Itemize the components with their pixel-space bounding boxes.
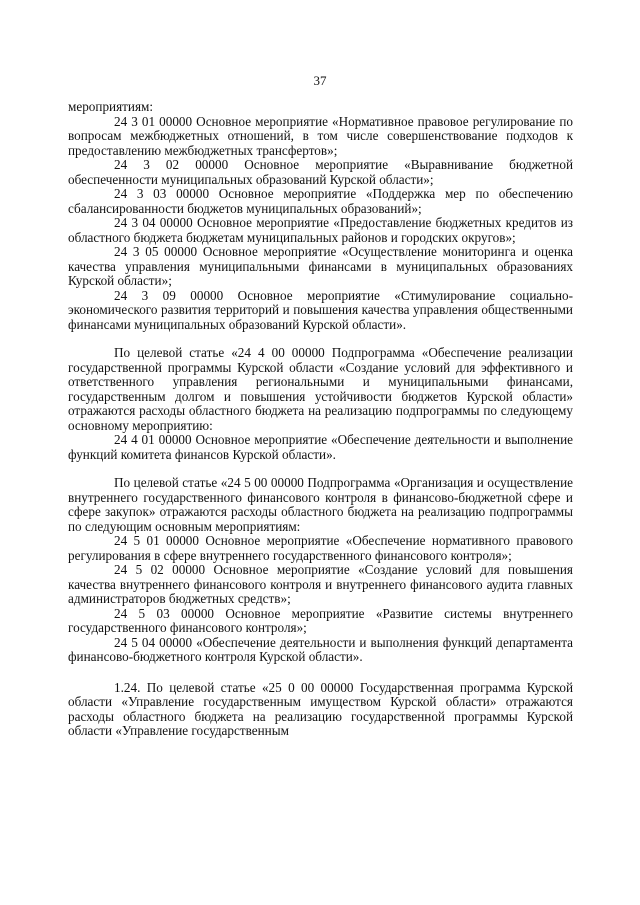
paragraph: 24 3 03 00000 Основное мероприятие «Поддержка мер по обеспечению сбалансированности бюджетов муниципальных образований»; xyxy=(68,186,573,216)
paragraph: 24 3 04 00000 Основное мероприятие «Предоставление бюджетных кредитов из областного бюджета бюджетам муниципальных районов и городских округов»; xyxy=(68,215,573,245)
paragraph: 24 5 03 00000 Основное мероприятие «Развитие системы внутреннего государственного финансового контроля»; xyxy=(68,605,573,635)
paragraph: 24 5 01 00000 Основное мероприятие «Обеспечение нормативного правового регулирования в сфере внутреннего государственного финансового контроля»; xyxy=(68,533,573,563)
paragraph: 24 3 05 00000 Основное мероприятие «Осуществление мониторинга и оценка качества управления муниципальными финансами в муниципальных образованиях Курской области»; xyxy=(68,244,573,288)
paragraph: мероприятиям: xyxy=(68,99,154,114)
paragraph: По целевой статье «24 5 00 00000 Подпрограмма «Организация и осуществление внутреннего государственного финансового контроля в финансово-бюджетной сфере и сфере закупок» отражаются расходы областного бюджета на реализацию подпрограммы по следующим основным мероприятиям: xyxy=(68,475,573,534)
paragraph: 24 4 01 00000 Основное мероприятие «Обеспечение деятельности и выполнение функций комитета финансов Курской области». xyxy=(68,432,573,462)
paragraph: 24 3 01 00000 Основное мероприятие «Нормативное правовое регулирование по вопросам межбюджетных отношений, в том числе совершенствование подходов к предоставлению межбюджетных трансфертов»; xyxy=(68,113,573,158)
page-number: 37 xyxy=(313,73,327,88)
paragraph: 24 3 02 00000 Основное мероприятие «Выравнивание бюджетной обеспеченности муниципальных образований Курской области»; xyxy=(68,157,573,187)
paragraph: 24 5 04 00000 «Обеспечение деятельности и выполнения функций департамента финансово-бюджетного контроля Курской области». xyxy=(68,634,573,664)
paragraph: По целевой статье «24 4 00 00000 Подпрограмма «Обеспечение реализации государственной программы Курской области «Создание условий для эффективного и ответственного управления региональными и муниципальными финансами, государственным долгом и повышения устойчивости бюджетов Курской области» отражаются расходы областного бюджета на реализацию подпрограммы по следующему основному мероприятию: xyxy=(68,345,573,433)
paragraph-gap xyxy=(68,462,573,476)
paragraph: 24 5 02 00000 Основное мероприятие «Создание условий для повышения качества внутреннего финансового контроля и внутреннего финансового аудита главных администраторов бюджетных средств»; xyxy=(68,562,573,606)
paragraph-gap xyxy=(68,665,573,681)
paragraph: 24 3 09 00000 Основное мероприятие «Стимулирование социально-экономического развития территорий и повышения качества управления общественными финансами муниципальных образований Курской области». xyxy=(68,287,573,332)
paragraph-gap xyxy=(68,332,573,346)
paragraph: 1.24. По целевой статье «25 0 00 00000 Государственная программа Курской области «Управление государственным имуществом Курской области» отражаются расходы областного бюджета на реализацию государственной программы Курской области «Управление государственным xyxy=(68,679,573,738)
document-body xyxy=(68,100,573,739)
